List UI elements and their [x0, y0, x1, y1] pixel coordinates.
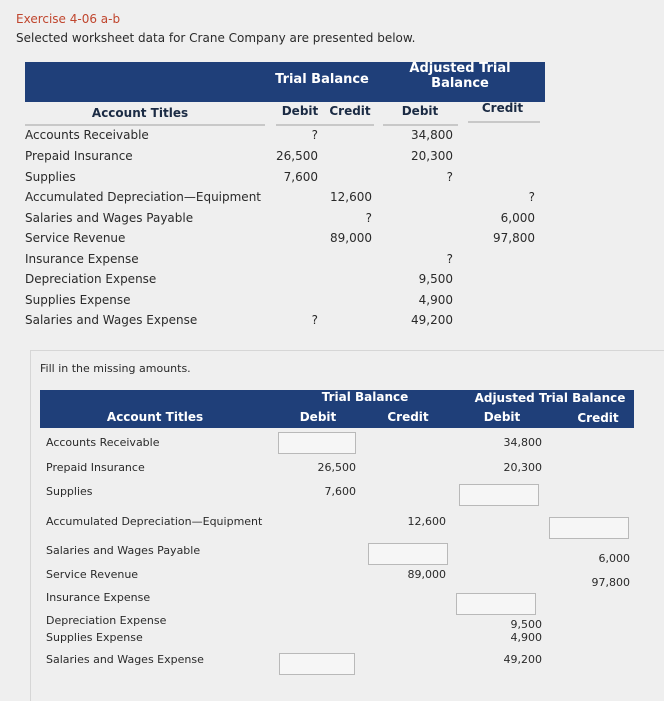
divider: [468, 121, 540, 123]
account-title: Depreciation Expense: [46, 614, 167, 627]
tb-debit-value: 26,500: [317, 461, 356, 474]
atb-debit-value: 34,800: [503, 436, 542, 449]
atb-credit-header: Credit: [481, 101, 524, 115]
account-title: Service Revenue: [46, 568, 139, 581]
account-title: Supplies Expense: [25, 293, 131, 307]
supplies-atb-debit-input[interactable]: [459, 484, 539, 506]
tb-credit-value: 89,000: [330, 231, 372, 245]
account-title: Accounts Receivable: [25, 128, 149, 142]
tb-credit-header: Credit: [387, 410, 429, 424]
tb-debit-value: 26,500: [276, 149, 318, 163]
atb-debit-value: 20,300: [503, 461, 542, 474]
atb-debit-value: ?: [446, 252, 453, 266]
insurance-expense-atb-debit-input[interactable]: [456, 593, 536, 615]
tb-credit-value: 12,600: [407, 515, 446, 528]
account-title: Salaries and Wages Expense: [25, 313, 198, 327]
atb-credit-value: ?: [528, 190, 535, 204]
atb-credit-value: 6,000: [598, 552, 630, 565]
account-title: Salaries and Wages Payable: [46, 544, 201, 557]
atb-debit-value: 49,200: [411, 313, 453, 327]
atb-debit-value: 4,900: [510, 631, 542, 644]
tb-credit-value: 89,000: [407, 568, 446, 581]
accum-depreciation-atb-credit-input[interactable]: [549, 517, 629, 539]
instruction-text: Fill in the missing amounts.: [40, 362, 191, 375]
atb-debit-value: 9,500: [418, 272, 453, 286]
atb-credit-value: 97,800: [493, 231, 535, 245]
atb-debit-value: 34,800: [411, 128, 453, 142]
account-title: Supplies: [25, 170, 76, 184]
account-titles-header: Account Titles: [106, 410, 204, 424]
tb-credit-value: ?: [365, 211, 372, 225]
atb-debit-value: 49,200: [503, 653, 542, 666]
account-title: Insurance Expense: [46, 591, 151, 604]
tb-debit-value: ?: [311, 313, 318, 327]
tb-credit-header: Credit: [329, 104, 371, 118]
tb-debit-value: 7,600: [283, 170, 318, 184]
account-titles-header: Account Titles: [91, 106, 189, 120]
divider: [276, 124, 374, 126]
salaries-expense-tb-debit-input[interactable]: [279, 653, 355, 675]
account-title: Salaries and Wages Expense: [46, 653, 204, 666]
account-title: Accumulated Depreciation—Equipment: [46, 515, 263, 528]
adjusted-trial-balance-header: Adjusted Trial Balance: [409, 61, 511, 91]
account-title: Supplies Expense: [46, 631, 143, 644]
account-title: Accounts Receivable: [46, 436, 160, 449]
tb-credit-value: 12,600: [330, 190, 372, 204]
trial-balance-header: Trial Balance: [321, 390, 409, 404]
atb-debit-header: Debit: [401, 104, 439, 118]
tb-debit-value: 7,600: [324, 485, 356, 498]
atb-credit-value: 6,000: [500, 211, 535, 225]
atb-debit-header: Debit: [483, 410, 521, 424]
adjusted-trial-balance-header: Adjusted Trial Balance: [474, 391, 626, 405]
atb-debit-value: 9,500: [510, 618, 542, 631]
atb-credit-value: 97,800: [591, 576, 630, 589]
trial-balance-header: Trial Balance: [275, 72, 369, 87]
exercise-title: Exercise 4-06 a-b: [16, 12, 121, 26]
account-title: Accumulated Depreciation—Equipment: [25, 190, 262, 204]
account-title: Salaries and Wages Payable: [25, 211, 194, 225]
tb-debit-value: ?: [311, 128, 318, 142]
atb-debit-value: ?: [446, 170, 453, 184]
tb-debit-header: Debit: [299, 410, 337, 424]
divider: [383, 124, 458, 126]
tb-debit-header: Debit: [281, 104, 319, 118]
intro-text: Selected worksheet data for Crane Company are presented below.: [16, 31, 416, 45]
account-title: Supplies: [46, 485, 93, 498]
account-title: Service Revenue: [25, 231, 126, 245]
salaries-payable-tb-credit-input[interactable]: [368, 543, 448, 565]
divider: [25, 124, 265, 126]
atb-credit-header: Credit: [577, 411, 619, 425]
account-title: Insurance Expense: [25, 252, 139, 266]
atb-debit-value: 20,300: [411, 149, 453, 163]
accounts-receivable-tb-debit-input[interactable]: [278, 432, 356, 454]
account-title: Prepaid Insurance: [25, 149, 133, 163]
account-title: Prepaid Insurance: [46, 461, 145, 474]
account-title: Depreciation Expense: [25, 272, 157, 286]
atb-debit-value: 4,900: [418, 293, 453, 307]
